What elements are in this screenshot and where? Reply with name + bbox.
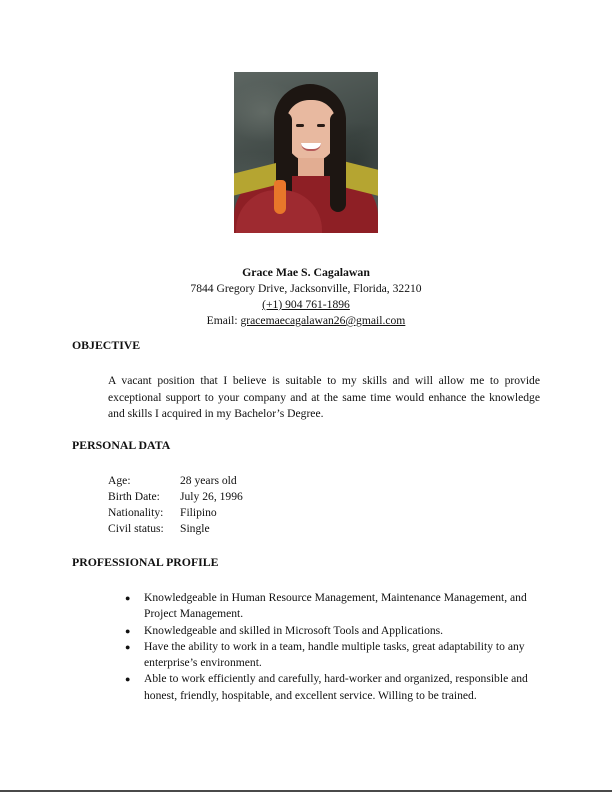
pd-label: Age: (108, 474, 131, 487)
personal-data-row-nationality (108, 505, 243, 521)
pd-value: 28 years old (180, 474, 237, 487)
list-item-text: Knowledgeable and skilled in Microsoft Tools and Applications. (144, 623, 444, 637)
applicant-name: Grace Mae S. Cagalawan (242, 265, 370, 279)
professional-profile-heading: PROFESSIONAL PROFILE (72, 555, 219, 569)
applicant-email (0, 314, 612, 327)
list-item-text: Knowledgeable in Human Resource Management, Maintenance Management, and Project Management. (144, 591, 527, 621)
email-link[interactable]: gracemaecagalawan26@gmail.com (240, 314, 406, 327)
phone-link[interactable]: (+1) 904 761-1896 (262, 298, 350, 311)
photo-eye-right (317, 124, 325, 127)
objective-text: A vacant position that I believe is suitable to my skills and will allow me to provide exceptional support to your company and at the same time would enhance the knowledge and skills I acquired in my Bachelor’s Degree. (108, 374, 540, 420)
photo-face (286, 100, 336, 162)
list-item (125, 590, 545, 623)
applicant-address: 7844 Gregory Drive, Jacksonville, Florida, 32210 (190, 282, 422, 295)
photo-smile (301, 143, 321, 151)
bullet-icon: ● (125, 593, 131, 603)
list-item-text: Have the ability to work in a team, handle multiple tasks, great adaptability to any enterprise’s environment. (144, 639, 525, 670)
personal-data-row-birth-date (108, 489, 243, 505)
pd-value: July 26, 1996 (180, 490, 243, 503)
personal-data-table (108, 473, 243, 537)
list-item (125, 671, 545, 704)
list-item (125, 623, 545, 639)
photo-eye-left (296, 124, 304, 127)
personal-data-row-age (108, 473, 243, 489)
professional-profile-list (125, 590, 545, 704)
bullet-icon: ● (125, 625, 131, 636)
profile-photo (234, 72, 378, 233)
objective-heading: OBJECTIVE (72, 338, 141, 352)
pd-label: Birth Date: (108, 490, 160, 503)
applicant-phone (0, 298, 612, 311)
photo-hair-right (330, 112, 346, 212)
list-item-text: Able to work efficiently and carefully, hard-worker and organized, responsible and honest, friendly, hospitable, and excellent service. Willing to be trained. (144, 672, 528, 702)
pd-value: Single (180, 522, 210, 535)
email-label: Email: (206, 314, 241, 327)
personal-data-row-civil-status (108, 521, 243, 537)
photo-tassel (274, 180, 286, 214)
pd-label: Civil status: (108, 522, 164, 535)
pd-value: Filipino (180, 506, 217, 519)
pd-label: Nationality: (108, 506, 164, 519)
bullet-icon: ● (125, 641, 131, 652)
bullet-icon: ● (125, 674, 131, 685)
personal-data-heading: PERSONAL DATA (72, 438, 171, 452)
list-item (125, 639, 545, 672)
